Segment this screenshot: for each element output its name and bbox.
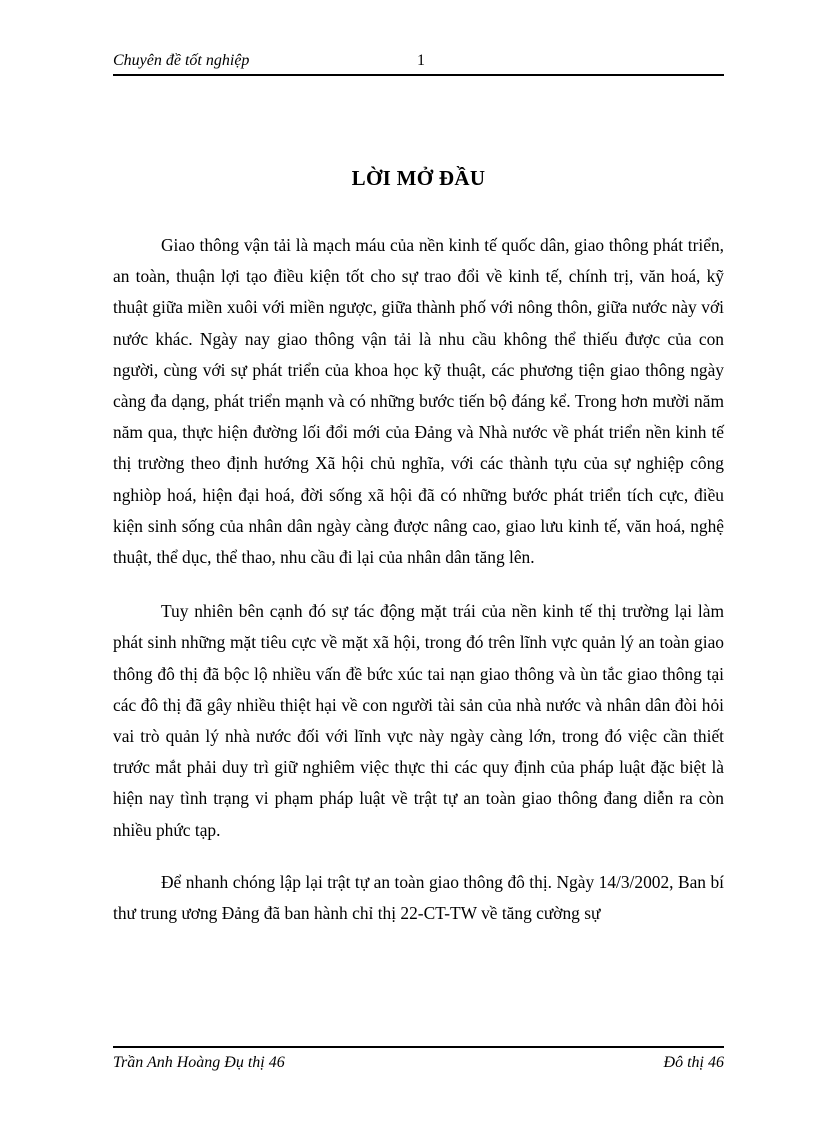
footer-class-label: Đô thị 46 <box>663 1054 724 1071</box>
document-body <box>113 230 724 929</box>
page-number: 1 <box>417 52 425 69</box>
page-header <box>113 52 724 76</box>
header-document-title: Chuyên đề tốt nghiệp <box>113 52 250 69</box>
footer-author: Trần Anh Hoàng Đụ thị 46 <box>113 1054 285 1071</box>
paragraph-intro: Giao thông vận tải là mạch máu của nền kinh tế quốc dân, giao thông phát triển, an toàn, thuận lợi tạo điều kiện tốt cho sự trao đổi về kinh tế, chính trị, văn hoá, kỹ thuật giữa miền xuôi với miền ngược, giữa thành phố với nông thôn, giữa nước này với nước khác. Ngày nay giao thông vận tải là nhu cầu không thể thiếu được của con người, cùng với sự phát triển của khoa học kỹ thuật, các phương tiện giao thông ngày càng đa dạng, phát triển mạnh và có những bước tiến bộ đáng kể. Trong hơn mười năm năm qua, thực hiện đường lối đổi mới của Đảng và Nhà nước về phát triển nền kinh tế thị trường theo định hướng Xã hội chủ nghĩa, với các thành tựu của sự nghiệp công nghiòp hoá, hiện đại hoá, đời sống xã hội đã có những bước phát triển tích cực, điều kiện sinh sống của nhân dân ngày càng được nâng cao, giao lưu kinh tế, văn hoá, nghệ thuật, thể dục, thể thao, nhu cầu đi lại của nhân dân tăng lên. <box>113 235 724 568</box>
page-footer <box>113 1046 724 1077</box>
paragraph-problems: Tuy nhiên bên cạnh đó sự tác động mặt trái của nền kinh tế thị trường lại làm phát sinh những mặt tiêu cực về mặt xã hội, trong đó trên lĩnh vực quản lý an toàn giao thông đô thị đã bộc lộ nhiều vấn đề bức xúc tai nạn giao thông và ùn tắc giao thông tại các đô thị đã gây nhiều thiệt hại về con người tài sản của nhà nước và nhân dân đòi hỏi vai trò quản lý nhà nước đối với lĩnh vực này ngày càng lớn, trong đó việc cần thiết trước mắt phải duy trì giữ nghiêm việc thực thi các quy định của pháp luật đặc biệt là hiện nay tình trạng vi phạm pháp luật về trật tự an toàn giao thông đang diễn ra còn nhiều phức tạp. <box>113 601 724 840</box>
document-heading: LỜI MỞ ĐẦU <box>351 166 486 190</box>
paragraph-directive: Để nhanh chóng lập lại trật tự an toàn giao thông đô thị. Ngày 14/3/2002, Ban bí thư trung ương Đảng đã ban hành chỉ thị 22-CT-TW về tăng cường sự <box>113 871 724 924</box>
